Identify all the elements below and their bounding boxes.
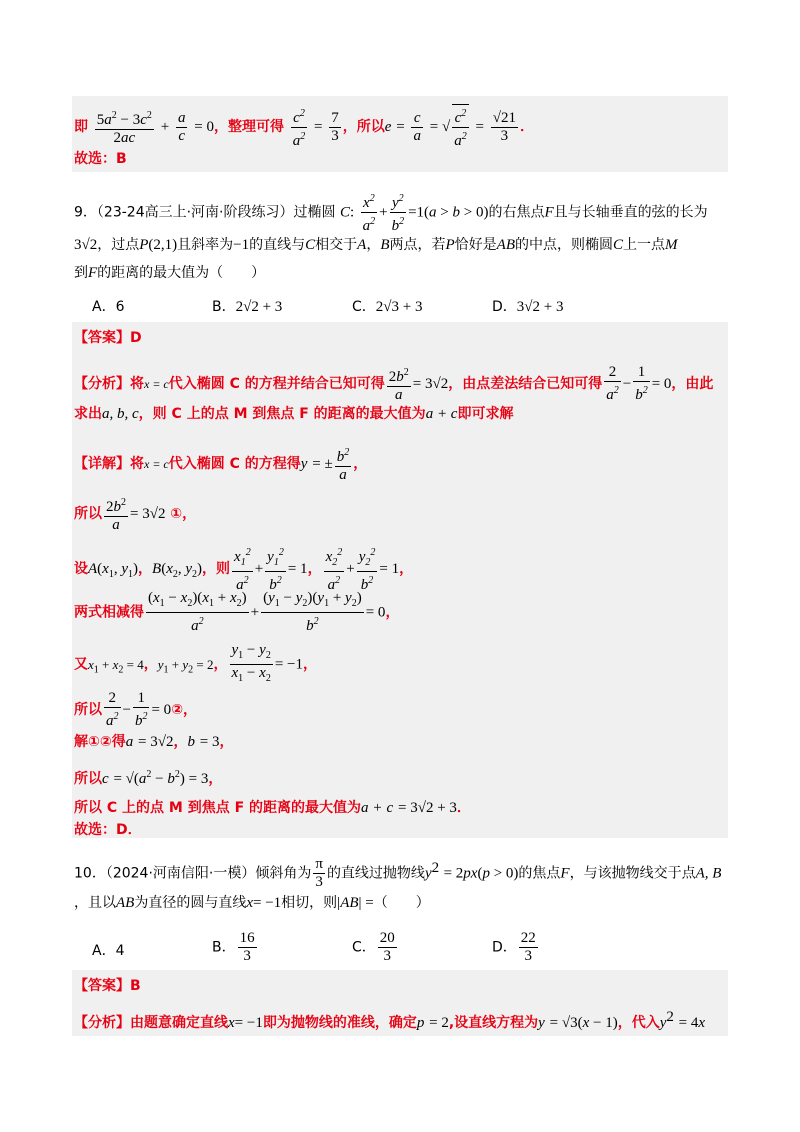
q9-analysis-line-2: 求出a, b, c，则 C 上的点 M 到焦点 F 的距离的最大值为a + c即可求解 [74, 406, 514, 422]
q9-stem-line-3: 到F的距离的最大值为（ ） [74, 265, 266, 281]
q10-answer: 【答案】B [74, 978, 141, 994]
q9-analysis-line-1: 【分析】将x = c代入椭圆 C 的方程并结合已知可得 $\frac{2b^2}{a}$ = 3√2，由点差法结合已知可得 $\frac{2}{a^2}$ − $\frac{1}{b^2}$ = 0，由此 [74, 364, 714, 403]
q10-option-c[interactable]: C． $\frac{20}{3}$ [352, 930, 395, 964]
q10-option-d[interactable]: D． $\frac{22}{3}$ [492, 930, 536, 964]
top-solution-line: 即 $\frac{5a^2 - 3c^2}{2ac}$ + $\frac{a}{c}$ = 0，整理可得 $\frac{c^2}{a^2}$ = $\frac{7}{3}$ ，所以e = $\frac{c}{a}$ = √ $\frac{c^2}{a^2}$ = $\frac{√21}{3}$ ． [74, 104, 730, 150]
q9-stem-line-2: 3√2，过点P(2,1)且斜率为−1的直线与C相交于A，B两点，若P恰好是AB的中点，则椭圆C上一点M [74, 237, 678, 253]
q10-stem-line-2: ，且以AB为直径的圆与直线x= −1相切，则|AB| =（ ） [74, 895, 430, 911]
q9-detail-line-9: 所以 C 上的点 M 到焦点 F 的距离的最大值为a + c = 3√2 + 3． [74, 800, 471, 816]
q9-detail-line-1: 【详解】将x = c代入椭圆 C 的方程得y = ± $\frac{b^2}{a}$ ， [74, 444, 730, 484]
q9-detail-line-6: 所以 $\frac{2}{a^2}$ − $\frac{1}{b^2}$ = 0②， [74, 690, 198, 729]
q9-answer: 【答案】D [74, 330, 142, 346]
q9-stem-line-1: 9．（23-24高三上·河南·阶段练习）过椭圆 C: $\frac{x^2}{a^2}$ + $\frac{y^2}{b^2}$ =1(a > b > 0)的右焦点F且与长轴垂直的弦的长为 [74, 190, 730, 235]
q10-stem-line-1: 10．（2024·河南信阳·一模）倾斜角为 $\frac{\pi}{3}$ 的直线过抛物线$y^2 = 2px(p > 0)$的焦点F，与该抛物线交于点A, B [74, 856, 722, 890]
q9-detail-line-7: 解①②得a = 3√2，b = 3， [74, 734, 234, 750]
q9-detail-line-3: 设$A(x_1$, $y_1$)，$B(x_2$, $y_2$)，则 $\frac{x_1^2}{a^2}$ + $\frac{y_1^2}{b^2}$ = 1， $\frac{x_2^2}{a^2}$ + $\frac{y_2^2}{b^2}$ = 1， [74, 544, 730, 594]
q9-option-a[interactable]: A．6 [92, 299, 125, 315]
top-choose-line: 故选：B [74, 151, 127, 167]
q9-detail-line-8: 所以$c = √(a^2 - b^2) = 3$， [74, 769, 223, 787]
q9-option-c[interactable]: C．2√3 + 3 [352, 299, 423, 315]
q9-option-b[interactable]: B．2√2 + 3 [212, 299, 283, 315]
q9-detail-line-5: 又$x_1 + x_2 = 4$，$y_1 + y_2 = 2$， $\frac{y_1 - y_2}{x_1 - x_2}$ = −1， [74, 642, 317, 684]
q9-option-d[interactable]: D．3√2 + 3 [492, 299, 564, 315]
q9-choose: 故选：D． [74, 822, 142, 838]
q9-detail-line-2: 所以 $\frac{2b^2}{a}$ = 3√2 ①， [74, 494, 730, 534]
q10-option-a[interactable]: A．4 [92, 943, 125, 959]
q10-analysis: 【分析】由题意确定直线x= −1即为抛物线的准线，确定p = 2,设直线方程为y = √3(x − 1)，代入$y^2 = 4x$ [74, 1009, 706, 1031]
q10-option-b[interactable]: B． $\frac{16}{3}$ [212, 930, 255, 964]
q9-detail-line-4: 两式相减得 $\frac{(x_1 - x_2)(x_1 + x_2)}{a^2}$ + $\frac{(y_1 - y_2)(y_1 + y_2)}{b^2}$ = 0， [74, 590, 400, 634]
